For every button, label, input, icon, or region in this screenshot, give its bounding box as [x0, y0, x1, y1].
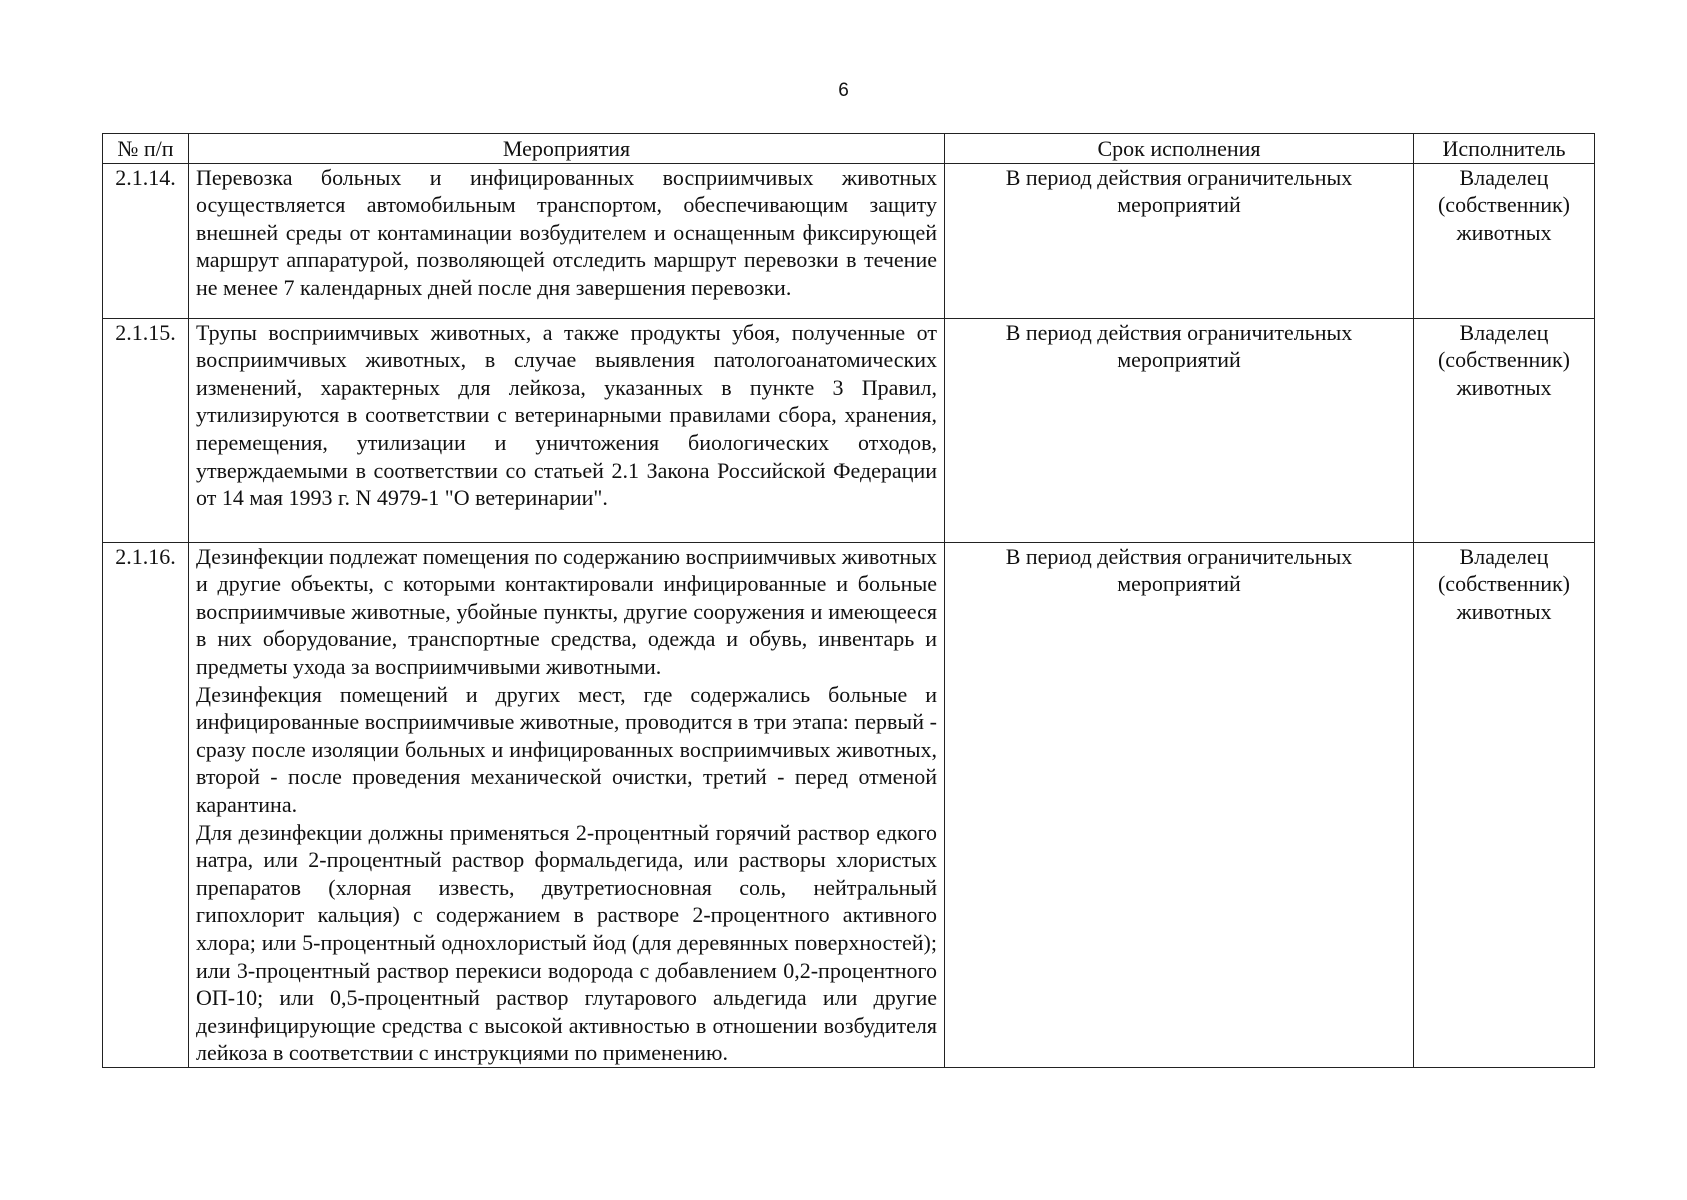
term-cell: [945, 163, 1414, 318]
header-executor: Исполнитель: [1414, 134, 1595, 164]
term-line: мероприятий: [1117, 571, 1241, 597]
executor-line: (собственник): [1437, 192, 1571, 218]
executor-line: животных: [1456, 374, 1552, 400]
executor-line: (собственник): [1437, 571, 1571, 597]
executor-cell: [1414, 163, 1595, 318]
measures-table: [102, 133, 1595, 1068]
term-cell: [945, 318, 1414, 542]
measure-paragraph: Для дезинфекции должны применяться 2-процентный горячий раствор едкого натра, или 2-процентный раствор формальдегида, или растворы хлористых препаратов (хлорная известь, двутретиосновная соль, нейтральный гипохлорит кальция) с содержанием в растворе 2-процентного активного хлора; или 5-процентный однохлористый йод (для деревянных поверхностей); или 3-процентный раствор перекиси водорода с добавлением 0,2-процентного ОП-10; или 0,5-процентный раствор глутарового альдегида или другие дезинфицирующие средства с высокой активностью в отношении возбудителя лейкоза в соответствии с инструкциями по применению.: [196, 819, 937, 1066]
executor-line: (собственник): [1437, 347, 1571, 373]
term-cell: [945, 542, 1414, 1067]
row-number: 2.1.15.: [103, 318, 189, 542]
executor-line: Владелец: [1459, 164, 1549, 190]
table-row: [103, 542, 1595, 1067]
measure-paragraph: Дезинфекции подлежат помещения по содержанию восприимчивых животных и другие объекты, с которыми контактировали инфицированные и больные восприимчивые животные, убойные пункты, другие сооружения и имеющееся в них оборудование, транспортные средства, одежда и обувь, инвентарь и предметы ухода за восприимчивыми животными.: [196, 543, 937, 679]
table-row: [103, 318, 1595, 542]
table-header-row: [103, 134, 1595, 164]
executor-line: Владелец: [1459, 319, 1549, 345]
page-number: 6: [838, 80, 849, 101]
executor-cell: [1414, 542, 1595, 1067]
table-row: [103, 163, 1595, 318]
executor-cell: [1414, 318, 1595, 542]
term-line: мероприятий: [1117, 192, 1241, 218]
header-number: № п/п: [103, 134, 189, 164]
measure-text: [189, 542, 945, 1067]
executor-line: животных: [1456, 598, 1552, 624]
row-number: 2.1.16.: [103, 542, 189, 1067]
header-measures: Мероприятия: [189, 134, 945, 164]
term-line: В период действия ограничительных: [1005, 543, 1353, 569]
measure-text: [189, 318, 945, 542]
term-line: мероприятий: [1117, 347, 1241, 373]
executor-line: Владелец: [1459, 543, 1549, 569]
measure-paragraph: Дезинфекция помещений и других мест, где содержались больные и инфицированные восприимчивые животные, проводится в три этапа: первый - сразу после изоляции больных и инфицированных восприимчивых животных, второй - после проведения механической очистки, третий - перед отменой карантина.: [196, 681, 937, 817]
measure-paragraph: Перевозка больных и инфицированных восприимчивых животных осуществляется автомобильным транспортом, обеспечивающим защиту внешней среды от контаминации возбудителем и оснащенным фиксирующей маршрут аппаратурой, позволяющей отследить маршрут перевозки в течение не менее 7 календарных дней после дня завершения перевозки.: [196, 164, 937, 300]
term-line: В период действия ограничительных: [1005, 164, 1353, 190]
row-number: 2.1.14.: [103, 163, 189, 318]
term-line: В период действия ограничительных: [1005, 319, 1353, 345]
header-term: Срок исполнения: [945, 134, 1414, 164]
executor-line: животных: [1456, 219, 1552, 245]
measure-text: [189, 163, 945, 318]
measure-paragraph: Трупы восприимчивых животных, а также продукты убоя, полученные от восприимчивых животных, в случае выявления патологоанатомических изменений, характерных для лейкоза, указанных в пункте 3 Правил, утилизируются в соответствии с ветеринарными правилами сбора, хранения, перемещения, утилизации и уничтожения биологических отходов, утверждаемыми в соответствии со статьей 2.1 Закона Российской Федерации от 14 мая 1993 г. N 4979-1 "О ветеринарии".: [196, 319, 937, 511]
